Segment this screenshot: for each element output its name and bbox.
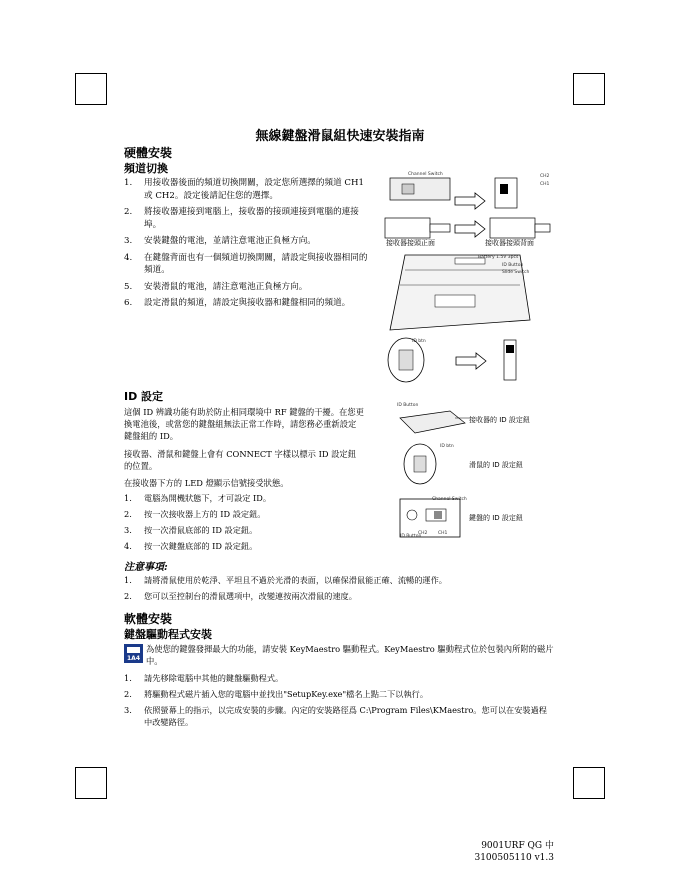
software-heading: 軟體安裝 — [124, 612, 173, 626]
keyboard-id-illustration — [398, 497, 463, 539]
list-item: 6. 設定滑鼠的頻道，請設定與接收器和鍵盤相同的頻道。 — [124, 298, 351, 308]
page-title: 無線鍵盤滑鼠組快速安裝指南 — [255, 129, 425, 144]
driver-steps — [124, 672, 554, 732]
fig-caption: 接收器的 ID 設定鈕 — [469, 416, 530, 424]
hardware-heading: 硬體安裝 — [124, 146, 173, 160]
list-item: 4. 按一次鍵盤底部的 ID 設定鈕。 — [124, 541, 258, 551]
fig-label: CH2 — [540, 174, 550, 179]
list-item: 3. 按一次滑鼠底部的 ID 設定鈕。 — [124, 525, 258, 535]
list-item: 1. 請先移除電腦中其他的鍵盤驅動程式。 — [124, 673, 284, 683]
driver-heading: 鍵盤驅動程式安裝 — [124, 628, 212, 641]
fig-label: ID Button — [502, 263, 524, 268]
id-paragraph-2: 接收器、滑鼠和鍵盤上會有 CONNECT 字樣以標示 ID 設定鈕的位置。 — [124, 449, 357, 471]
list-item: 2. 按一次接收器上方的 ID 設定鈕。 — [124, 509, 266, 519]
fig-caption: 滑鼠的 ID 設定鈕 — [469, 461, 523, 469]
fig-caption: 接收器接頭正面 — [386, 239, 435, 247]
fig-label: ID btn — [440, 444, 454, 449]
list-item: 2. 將驅動程式磁片插入您的電腦中並找出"SetupKey.exe"檔名上點二下以執行。 — [124, 689, 429, 699]
list-item: 5. 安裝滑鼠的電池，請注意電池正負極方向。 — [124, 281, 308, 292]
list-item: 2. 您可以至控制台的滑鼠選項中，改變連按兩次滑鼠的速度。 — [124, 591, 357, 601]
id-paragraph-1: 這個 ID 辨識功能有助於防止相同環境中 RF 鍵盤的干擾。在您更換電池後，或當您的鍵盤組無法正常工作時，請您務必重新設定鍵盤組的 ID。 — [124, 407, 364, 441]
footer-line-1: 9001URF QG 中 — [481, 841, 554, 851]
notes-heading: 注意事項: — [124, 562, 168, 573]
mouse-illustration — [384, 335, 554, 385]
list-item: 1. 用接收器後面的頻道切換開關，設定您所選擇的頻道 CH1 或 CH2。設定後請記住您的選擇。 — [124, 178, 364, 201]
list-item: 1. 請將滑鼠使用於乾淨、平坦且不過於光滑的表面，以確保滑鼠能正確、流暢的運作。 — [124, 575, 447, 585]
registration-mark-top-left — [75, 73, 107, 105]
registration-mark-top-right — [573, 73, 605, 105]
id-steps — [124, 492, 364, 556]
fig-label: CH1 — [540, 182, 550, 187]
fig-label: Channel Switch — [432, 497, 467, 502]
fig-label: Channel Switch — [408, 172, 443, 177]
svg-text:1A4: 1A4 — [127, 655, 140, 662]
driver-tip: 為使您的鍵盤發揮最大的功能，請安裝 KeyMaestro 驅動程式。KeyMaestro 驅動程式位於包裝內所附的磁片中。 — [146, 644, 554, 666]
channel-steps — [124, 177, 369, 314]
fig-caption: 接收器接頭背面 — [485, 239, 534, 247]
fig-label: Slide Switch — [502, 270, 530, 275]
list-item: 3. 安裝鍵盤的電池，並請注意電池正負極方向。 — [124, 236, 316, 246]
id-setting-heading: ID 設定 — [124, 390, 164, 403]
channel-heading: 頻道切換 — [124, 162, 168, 175]
fig-caption: 鍵盤的 ID 設定鈕 — [469, 514, 523, 522]
tip-icon — [124, 644, 143, 663]
registration-mark-bottom-right — [573, 767, 605, 799]
list-item: 1. 電腦為開機狀態下，才可設定 ID。 — [124, 493, 272, 503]
fig-label: CH1 — [438, 531, 448, 536]
footer-line-2: 3100505110 v1.3 — [474, 853, 554, 863]
fig-label: Battery 1.5V 3pcs — [478, 255, 519, 260]
id-paragraph-3: 在接收器下方的 LED 燈顯示信號接受狀態。 — [124, 478, 289, 488]
list-item: 3. 依照螢幕上的指示，以完成安裝的步驟。內定的安裝路徑爲 C:\Program Files\KMaestro。您可以在安裝過程中改變路徑。 — [124, 705, 547, 727]
fig-label: ID Button — [397, 403, 419, 408]
fig-label: ID btn — [412, 339, 426, 344]
fig-label: CH2 — [418, 531, 428, 536]
list-item: 4. 在鍵盤背面也有一個頻道切換開關，請設定與接收器相同的頻道。 — [124, 252, 368, 275]
notes-list — [124, 574, 554, 606]
list-item: 2. 將接收器連接到電腦上，接收器的接頭連接到電腦的連接埠。 — [124, 207, 359, 230]
receiver-id-illustration — [395, 403, 475, 438]
registration-mark-bottom-left — [75, 767, 107, 799]
fig-label: ID Button — [400, 534, 422, 539]
